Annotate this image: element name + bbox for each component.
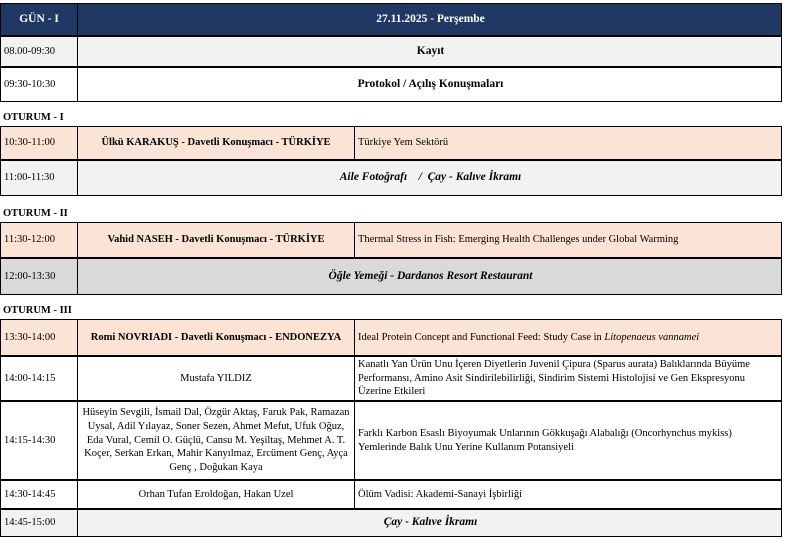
speaker-cell: Mustafa YILDIZ bbox=[77, 357, 354, 400]
title-cell: Türkiye Yem Sektörü bbox=[354, 127, 783, 159]
schedule-row bbox=[0, 319, 782, 356]
day-header-row bbox=[0, 3, 782, 36]
event-cell: Öğle Yemeği - Dardanos Resort Restaurant bbox=[77, 259, 783, 294]
title-cell: Farklı Karbon Esaslı Biyoyumak Unlarının Gökkuşağı Alabalığı (Oncorhynchus mykiss) Yemlerinde Balık Unu Yerine Kullanım Potansiyeli bbox=[354, 402, 783, 479]
session-label: OTURUM - I bbox=[3, 112, 64, 124]
event-cell: Aile Fotoğrafı / Çay - Kalıve İkramı bbox=[77, 161, 783, 195]
time-cell: 09:30-10:30 bbox=[4, 78, 56, 90]
speaker-cell: Romi NOVRIADI - Davetli Konuşmacı - ENDONEZYA bbox=[77, 320, 354, 355]
schedule-row bbox=[0, 222, 782, 258]
event-cell: Kayıt bbox=[77, 37, 783, 66]
speaker-cell: Vahid NASEH - Davetli Konuşmacı - TÜRKİYE bbox=[77, 223, 354, 257]
schedule-row bbox=[0, 258, 782, 295]
schedule-row bbox=[0, 36, 782, 67]
schedule-row bbox=[0, 126, 782, 160]
event-cell: Protokol / Açılış Konuşmaları bbox=[77, 68, 783, 101]
time-cell: 11:00-11:30 bbox=[4, 172, 55, 184]
schedule-row bbox=[0, 509, 782, 537]
schedule-row bbox=[0, 356, 782, 401]
schedule-row bbox=[0, 160, 782, 196]
schedule-row bbox=[0, 401, 782, 480]
title-cell: Ölüm Vadisi: Akademi-Sanayi İşbirliği bbox=[354, 481, 783, 508]
title-cell: Kanatlı Yan Ürün Unu İçeren Diyetlerin Juvenil Çipura (Sparus aurata) Balıklarında Büyüme Performansı, Amino Asit Sindirilebilirliği, Sindirim Sistemi Histolojisi ve Gen Ekspresyonu Üzerine Etkileri bbox=[354, 357, 783, 400]
session-row bbox=[0, 102, 782, 126]
speaker-cell: Hüseyin Sevgili, İsmail Dal, Özgür Aktaş, Faruk Pak, Ramazan Uysal, Adil Yılayaz, Soner Sezen, Ahmet Mefut, Ufuk Oğuz, Eda Vural, Cemil O. Güçlü, Cansu M. Yeşiltaş, Mehmet A. T. Koçer, Serkan Erkan, Mahir Kanyılmaz, Ercüment Genç, Ayça Genç , Doğukan Kaya bbox=[77, 402, 354, 479]
schedule-row bbox=[0, 67, 782, 102]
species-name: Litopenaeus vannamei bbox=[604, 331, 700, 343]
time-cell: 13:30-14:00 bbox=[4, 331, 56, 343]
time-cell: 10:30-11:00 bbox=[4, 137, 55, 149]
time-cell: 08.00-09:30 bbox=[4, 45, 56, 57]
title-cell bbox=[354, 320, 783, 355]
date-label: 27.11.2025 - Perşembe bbox=[77, 4, 783, 35]
speaker-cell: Orhan Tufan Eroldoğan, Hakan Uzel bbox=[77, 481, 354, 508]
time-cell: 14:00-14:15 bbox=[4, 372, 56, 384]
title-cell: Thermal Stress in Fish: Emerging Health Challenges under Global Warming bbox=[354, 223, 783, 257]
session-label: OTURUM - III bbox=[3, 305, 72, 317]
session-row bbox=[0, 196, 782, 222]
schedule-row bbox=[0, 480, 782, 509]
session-label: OTURUM - II bbox=[3, 208, 68, 220]
time-cell: 12:00-13:30 bbox=[4, 270, 56, 282]
time-cell: 11:30-12:00 bbox=[4, 234, 55, 246]
time-cell: 14:45-15:00 bbox=[4, 517, 56, 529]
time-cell: 14:30-14:45 bbox=[4, 488, 56, 500]
time-cell: 14:15-14:30 bbox=[4, 434, 56, 446]
title-text: Ideal Protein Concept and Functional Feed: Study Case in bbox=[358, 331, 605, 343]
speaker-cell: Ülkü KARAKUŞ - Davetli Konuşmacı - TÜRKİYE bbox=[77, 127, 354, 159]
session-row bbox=[0, 295, 782, 319]
day-label: GÜN - I bbox=[19, 12, 59, 25]
event-cell: Çay - Kalıve İkramı bbox=[77, 510, 783, 536]
